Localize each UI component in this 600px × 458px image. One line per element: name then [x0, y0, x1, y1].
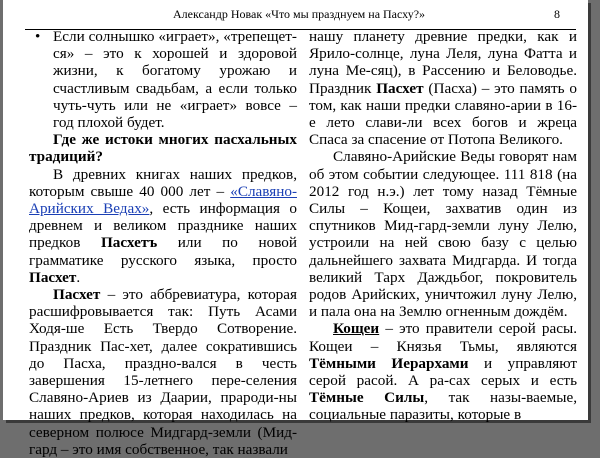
vedas-text-2: , есть информация о древнем и великом празднике наших предков: [29, 200, 298, 252]
vedas-link[interactable]: «Славяно-Арийских Ведах»: [29, 182, 297, 218]
bullet-text: Если солнышко «играет», «трепещет-ся» – это к хорошей и здоровой жизни, к богатому урожаю и счастливым свадьбам, а если только чуть-чуть или не «играет» вовсе – год плохой будет.: [53, 28, 297, 132]
document-page: [3, 0, 588, 458]
header-title: Александр Новак «Что мы празднуем на Пасху?»: [173, 7, 426, 21]
paragraph-koschei: [309, 320, 577, 423]
page-header: [3, 5, 588, 23]
paragraph-abbreviation: [29, 286, 297, 458]
pashet-bold-right: Пасхет: [376, 79, 424, 97]
koschei-underlined: Кощеи: [333, 320, 380, 338]
bullet-icon: •: [35, 28, 41, 45]
vedas-text-1: В древних книгах наших предков, которым свыше 40 000 лет –: [29, 165, 297, 200]
koschei-term: [333, 320, 379, 337]
paragraph-vedas: [29, 166, 297, 286]
page-number: 8: [554, 7, 560, 21]
right-column: [309, 28, 577, 424]
koschei-text-1: – это правители серой расы. Кощеи – Князья Тьмы, являются: [309, 320, 577, 355]
section-question: Где же истоки многих пасхальных традиций?: [29, 131, 297, 166]
vedas-text-3: или по новой грамматике русского языка, просто: [29, 234, 297, 269]
pashet-bold: Пасхет: [29, 268, 77, 286]
continuation-text-1: нашу планету древние предки, как и Ярило-солнце, луна Леля, луна Фатта и луна Ме-сяц), в Рассению и Беловодье. Праздник: [309, 28, 577, 97]
dark-forces-bold: Тёмные Силы: [309, 389, 425, 407]
koschei-text-3: , так назы-ваемые, социальные паразиты, которые в: [309, 389, 577, 424]
vedas-text-4: .: [76, 268, 81, 286]
pasheth-bold: Пасхетъ: [100, 234, 158, 252]
left-column: [29, 28, 297, 458]
koschei-text-2: и управляют серой расой. А ра-сах серых и есть: [309, 354, 577, 390]
abbreviation-text: – это аббревиатура, которая расшифровывается так: Путь Асами Ходя-ше Есть Твердо Сотворение. Праздник Пас-хет, далее сократившись до Пасха, праздно-вался в честь завершения 15-летнего пере-селения Славяно-Ариев из Даарии, прароди-ны наших предков, которая находилась на северном полюсе Мидгард-земли (Мид-гард – это имя собственное, так назвали: [29, 286, 297, 458]
bullet-paragraph: [29, 28, 297, 131]
paragraph-vedas-say: Славяно-Арийские Веды говорят нам об этом событии следующее. 111 818 (на 2012 год н.э.) лет тому назад Тёмные Силы – Кощеи, захватив один из спутников Мид-гард-земли луну Лелю, устроили на ней свою базу с целью дальнейшего захвата Мидгарда. И тогда великий Тарх Даждьбог, покровитель родов Арийских, уничтожил луну Лелю, и пала она на Землю огненным дождём.: [309, 148, 577, 321]
pashet-term: Пасхет: [53, 286, 101, 304]
continuation-text-2: (Пасха) – это память о том, как наши предки славяно-арии в 16-е лето слави-ли всех богов и жреца Спаса за спасение от Потопа Великого.: [309, 79, 577, 149]
paragraph-continuation: [309, 28, 577, 148]
dark-hierarchs-bold: Тёмными Иерархами: [309, 354, 469, 372]
